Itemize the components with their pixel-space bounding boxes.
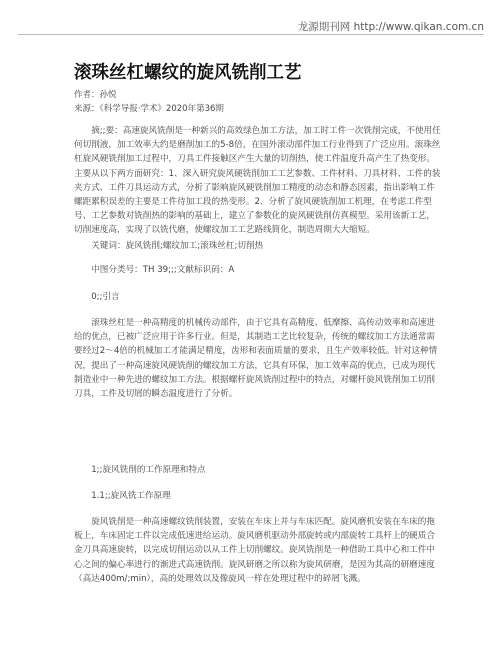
header-divider [18, 34, 484, 35]
section-heading-text: 1;;旋风铣削的工作原理和特点 [91, 465, 206, 475]
principle-text: 旋风铣削是一种高速螺纹铣削装置，安装在车床上并与车床匹配。旋风磨机安装在车床的拖板上，车床固定工件以完成低速进给运动。旋风磨机驱动外部旋转或内部旋转工具杆上的硬质合金刀具高速旋转，以完成切削运动以从工件上切削螺纹。旋风铣削是一种借助工具中心和工件中心之间的偏心率进行的渐进式高速铣削。旋风研磨之所以称为旋风研磨，是因为其高的研磨速度（高达400m/;min），高的处理效以及像旋风一样在处理过程中的碎屑飞溅。 [74, 517, 435, 584]
article-author: 作者：孙悦 [74, 90, 117, 100]
keywords-text: 关键词：旋风铣削;螺纹加工;滚珠丝杠;切削热 [91, 241, 264, 251]
article-source: 来源：《科学导报·学术》2020年第36期 [74, 104, 224, 114]
section-heading-intro [74, 290, 442, 304]
subsection-heading [74, 489, 442, 503]
abstract-text: 摘;;要：高速旋风铣削是一种新兴的高效绿色加工方法，加工时工件一次铣削完成，不使用任何切削液，加工效率大约是磨削加工的5-8倍，在国外滚动部件加工行业得到了广泛应用。滚珠丝杠旋风硬铣削加工过程中，刀具工件接触区产生大量的切削热，使工件温度升高产生了热变形。主要从以下两方面研究：1、深入研究旋风硬铣削加工工艺参数、工件材料、刀具材料、工件的装夹方式、工件刀具运动方式，分析了影响旋风硬铣削加工精度的动态和静态因素，指出影响工件螺距累积误差的主要是工件待加工段的热变形。2、分析了旋风硬铣削加工机理，在考虑工件型号、工艺参数对铣削热的影响的基础上，建立了参数化的旋风硬铣削仿真模型。采用该新工艺，切削速度高，实现了以铣代磨，使螺纹加工工艺路线简化，制造周期大大缩短。 [74, 126, 441, 236]
classification-text: 中图分类号：TH 39;;;文献标识码：A [91, 265, 235, 275]
section-heading-principle [74, 463, 442, 477]
article-title: 滚珠丝杠螺纹的旋风铣削工艺 [74, 63, 302, 83]
principle-paragraph [74, 515, 442, 586]
intro-text: 滚珠丝杠是一种高精度的机械传动部件，由于它具有高精度、低摩擦、高传动效率和高速进给的优点，已被广泛应用于许多行业。但是，其制造工艺比较复杂，传统的螺纹加工方法通常需要经过2～4倍的机械加工才能满足精度，齿形和表面质量的要求，且生产效率较低。针对这种情况，提出了一种高速旋风硬铣削的螺纹加工方法，它具有环保，加工效率高的优点，已成为现代制造业中一种先进的螺纹加工方法。根据螺杆旋风铣削过程中的特点，对螺杆旋风铣削加工切削刀具，工件及切屑的瞬态温度进行了分析。 [74, 318, 438, 400]
subsection-heading-text: 1.1;;旋风铣工作原理 [91, 491, 171, 501]
intro-paragraph [74, 316, 442, 401]
site-header: 龙源期刊网 http://www.qikan.com.cn [297, 21, 484, 33]
keywords [74, 239, 442, 253]
classification [74, 263, 442, 277]
section-heading-text: 0;;引言 [91, 292, 120, 302]
abstract [74, 124, 442, 238]
